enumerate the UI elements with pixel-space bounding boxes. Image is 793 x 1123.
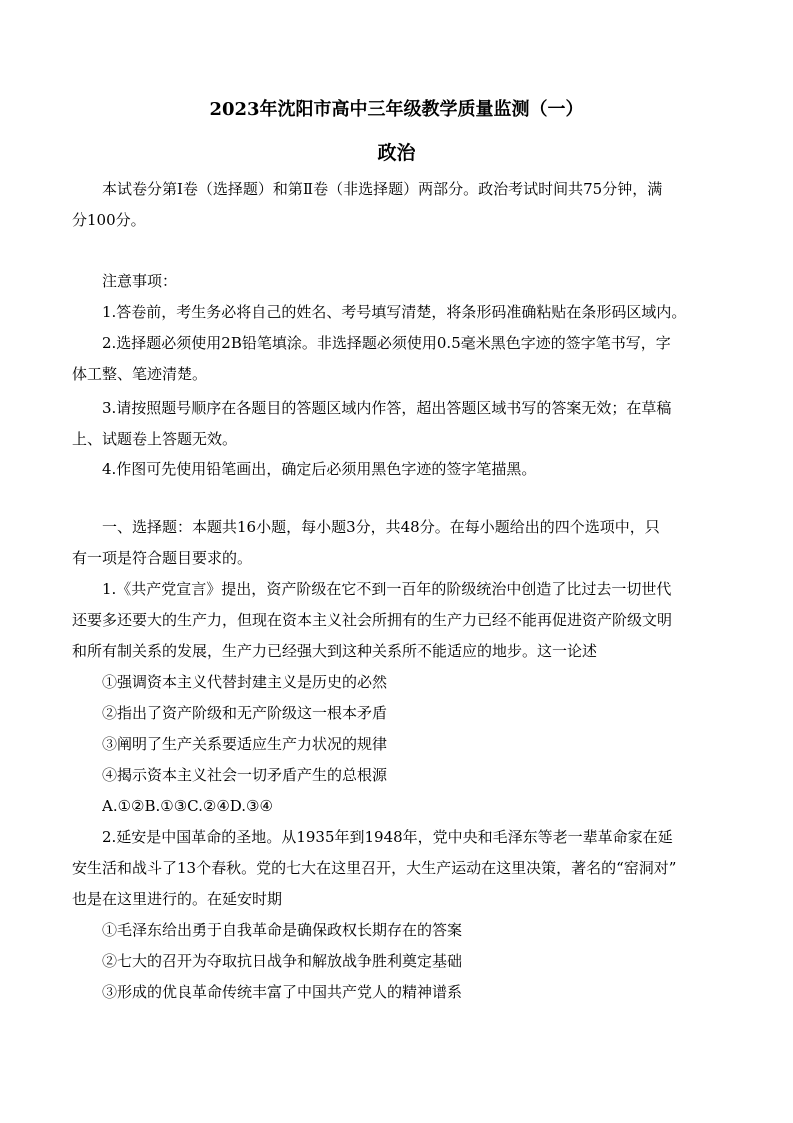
note-2-line-2: 体工整、笔迹清楚。 xyxy=(72,365,208,383)
section-1-line-1: 一、选择题：本题共16小题，每小题3分，共48分。在每小题给出的四个选项中，只 xyxy=(102,518,660,536)
question-2-option-1: ①毛泽东给出勇于自我革命是确保政权长期存在的答案 xyxy=(102,921,463,939)
subject-heading: 政治 xyxy=(377,142,416,164)
question-1-option-2: ②指出了资产阶级和无产阶级这一根本矛盾 xyxy=(102,704,388,722)
question-2-line-3: 也是在这里进行的。在延安时期 xyxy=(72,890,283,908)
intro-line-2: 分100分。 xyxy=(72,211,146,229)
question-1-line-1: 1.《共产党宣言》提出，资产阶级在它不到一百年的阶级统治中创造了比过去一切世代 xyxy=(102,580,672,598)
question-2-line-2: 安生活和战斗了13个春秋。党的七大在这里召开，大生产运动在这里决策，著名的“窑洞对” xyxy=(72,859,677,877)
question-1-choices: A.①②B.①③C.②④D.③④ xyxy=(102,797,273,815)
page-title: 2023年沈阳市高中三年级教学质量监测（一） xyxy=(209,99,584,120)
question-1-line-3: 和所有制关系的发展，生产力已经强大到这种关系所不能适应的地步。这一论述 xyxy=(72,642,598,660)
question-2-option-3: ③形成的优良革命传统丰富了中国共产党人的精神谱系 xyxy=(102,983,463,1001)
question-1-option-1: ①强调资本主义代替封建主义是历史的必然 xyxy=(102,673,388,691)
note-3-line-2: 上、试题卷上答题无效。 xyxy=(72,430,238,448)
intro-line-1: 本试卷分第Ⅰ卷（选择题）和第Ⅱ卷（非选择题）两部分。政治考试时间共75分钟，满 xyxy=(102,180,663,198)
note-4: 4.作图可先使用铅笔画出，确定后必须用黑色字迹的签字笔描黑。 xyxy=(102,460,537,478)
note-3-line-1: 3.请按照题号顺序在各题目的答题区域内作答，超出答题区域书写的答案无效；在草稿 xyxy=(102,399,672,417)
question-2-line-1: 2.延安是中国革命的圣地。从1935年到1948年，党中央和毛泽东等老一辈革命家在延 xyxy=(102,828,673,846)
note-1: 1.答卷前，考生务必将自己的姓名、考号填写清楚，将条形码准确粘贴在条形码区域内。 xyxy=(102,303,687,321)
notes-heading: 注意事项： xyxy=(102,272,178,290)
question-1-line-2: 还要多还要大的生产力，但现在资本主义社会所拥有的生产力已经不能再促进资产阶级文明 xyxy=(72,611,673,629)
section-1-line-2: 有一项是符合题目要求的。 xyxy=(72,549,253,567)
question-2-option-2: ②七大的召开为夺取抗日战争和解放战争胜利奠定基础 xyxy=(102,952,463,970)
question-1-option-3: ③阐明了生产关系要适应生产力状况的规律 xyxy=(102,735,388,753)
question-1-option-4: ④揭示资本主义社会一切矛盾产生的总根源 xyxy=(102,766,388,784)
note-2-line-1: 2.选择题必须使用2B铅笔填涂。非选择题必须使用0.5毫米黑色字迹的签字笔书写，字 xyxy=(102,334,671,352)
